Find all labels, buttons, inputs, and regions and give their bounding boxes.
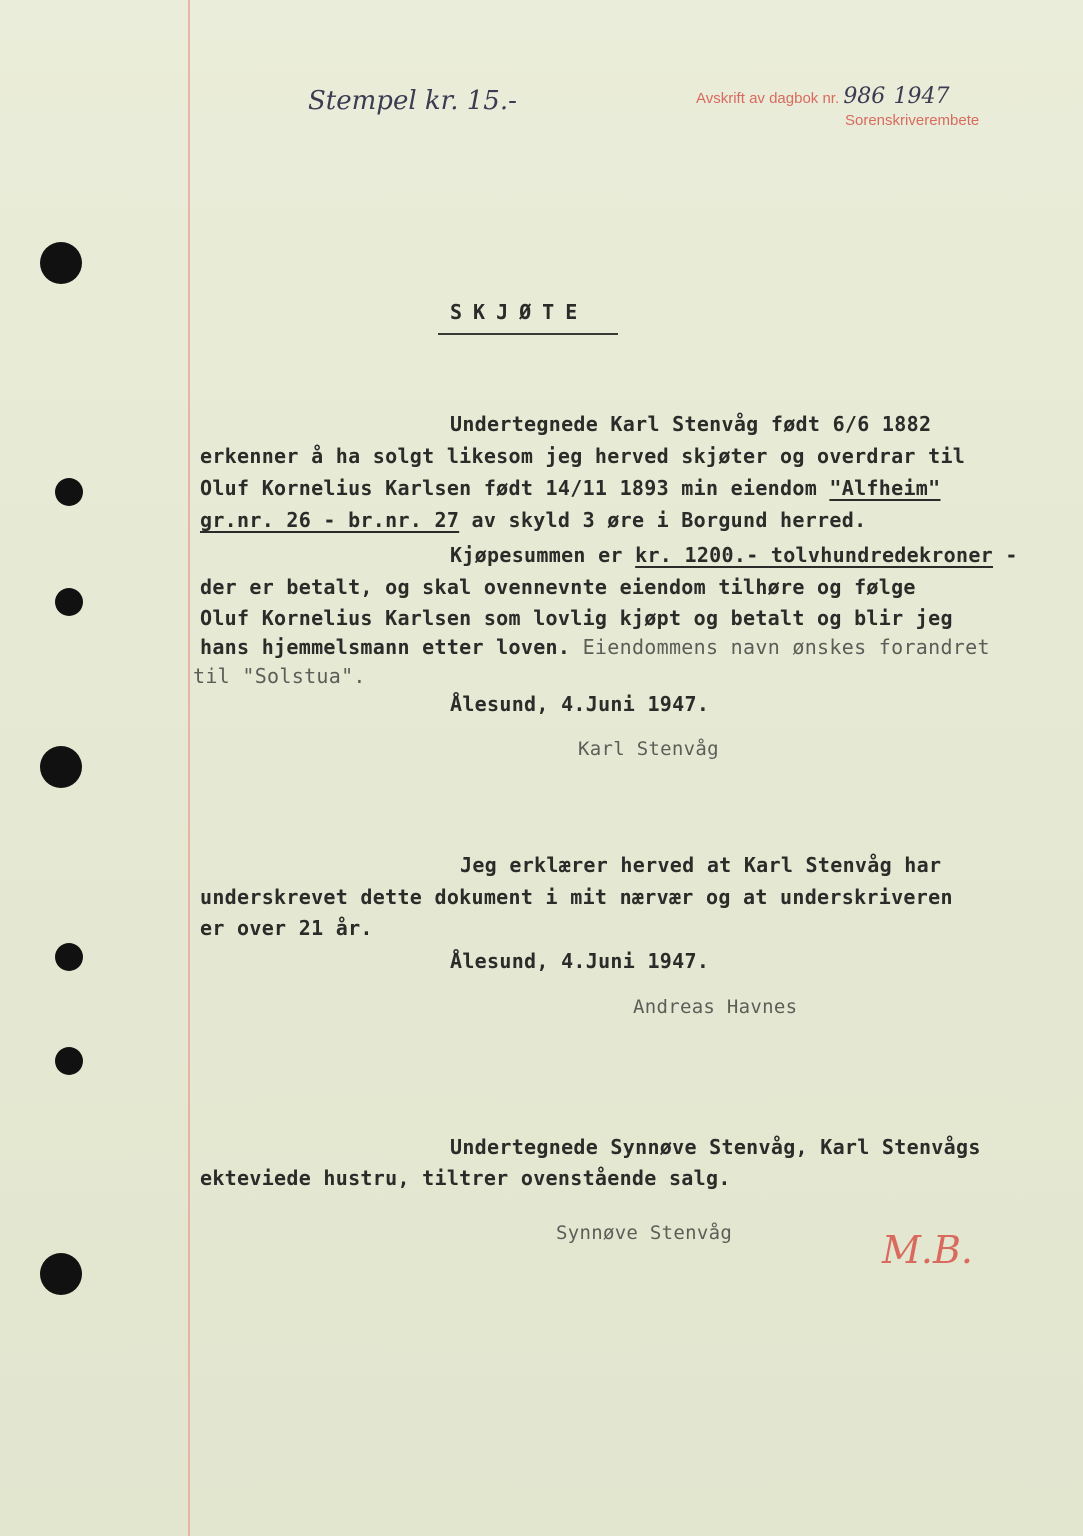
binder-hole-2 bbox=[55, 478, 83, 506]
body-line bbox=[200, 508, 866, 532]
handwritten-stamp-note: Stempel kr. 15.- bbox=[308, 86, 517, 116]
margin-line bbox=[188, 0, 190, 1536]
body-line: erkenner å ha solgt likesom jeg herved skjøter og overdrar til bbox=[200, 444, 966, 468]
body-line: ekteviede hustru, tiltrer ovenstående salg. bbox=[200, 1166, 731, 1190]
stamp-number: 986 bbox=[843, 84, 886, 109]
body-text: av skyld 3 øre i Borgund herred. bbox=[459, 508, 867, 532]
body-text: Oluf Kornelius Karlsen født 14/11 1893 min eiendom bbox=[200, 476, 830, 500]
body-text: hans hjemmelsmann etter loven. bbox=[200, 635, 583, 659]
document-title: SKJØTE bbox=[450, 300, 589, 324]
signature-witness: Andreas Havnes bbox=[633, 996, 798, 1018]
rename-note-cont: til "Solstua". bbox=[193, 664, 366, 688]
binder-hole-1 bbox=[40, 242, 82, 284]
date-line: Ålesund, 4.Juni 1947. bbox=[450, 692, 710, 716]
body-line: Undertegnede Synnøve Stenvåg, Karl Stenvågs bbox=[450, 1135, 981, 1159]
stamp-year: 1947 bbox=[893, 84, 950, 109]
binder-hole-6 bbox=[55, 1047, 83, 1075]
binder-hole-4 bbox=[40, 746, 82, 788]
binder-hole-7 bbox=[40, 1253, 82, 1295]
purchase-price: kr. 1200.- tolvhundredekroner bbox=[635, 543, 994, 567]
body-text: Kjøpesummen er bbox=[450, 543, 636, 567]
body-line: underskrevet dette dokument i mit nærvær og at underskriveren bbox=[200, 885, 953, 909]
body-line: er over 21 år. bbox=[200, 916, 373, 940]
signature-spouse: Synnøve Stenvåg bbox=[556, 1222, 733, 1244]
property-name: "Alfheim" bbox=[829, 476, 941, 500]
body-line bbox=[200, 476, 940, 500]
body-line: Jeg erklærer herved at Karl Stenvåg har bbox=[460, 853, 942, 877]
signature-seller: Karl Stenvåg bbox=[578, 738, 719, 760]
rename-note: Eiendommens navn ønskes forandret bbox=[582, 635, 990, 659]
stamp-dagbok-line bbox=[696, 84, 949, 109]
body-line: Undertegnede Karl Stenvåg født 6/6 1882 bbox=[450, 412, 932, 436]
body-line: Oluf Kornelius Karlsen som lovlig kjøpt og betalt og blir jeg bbox=[200, 606, 953, 630]
body-line bbox=[450, 543, 1018, 567]
body-line bbox=[200, 635, 990, 659]
stamp-prefix: Avskrift av dagbok nr. bbox=[696, 90, 840, 107]
body-line: der er betalt, og skal ovennevnte eiendom tilhøre og følge bbox=[200, 575, 916, 599]
binder-hole-3 bbox=[55, 588, 83, 616]
initials-mark: M.B. bbox=[882, 1228, 973, 1272]
title-underline bbox=[438, 333, 618, 335]
stamp-office-line: Sorenskriverembete bbox=[845, 112, 980, 129]
date-line: Ålesund, 4.Juni 1947. bbox=[450, 949, 710, 973]
binder-hole-5 bbox=[55, 943, 83, 971]
body-text: - bbox=[993, 543, 1018, 567]
property-numbers: gr.nr. 26 - br.nr. 27 bbox=[200, 508, 460, 532]
